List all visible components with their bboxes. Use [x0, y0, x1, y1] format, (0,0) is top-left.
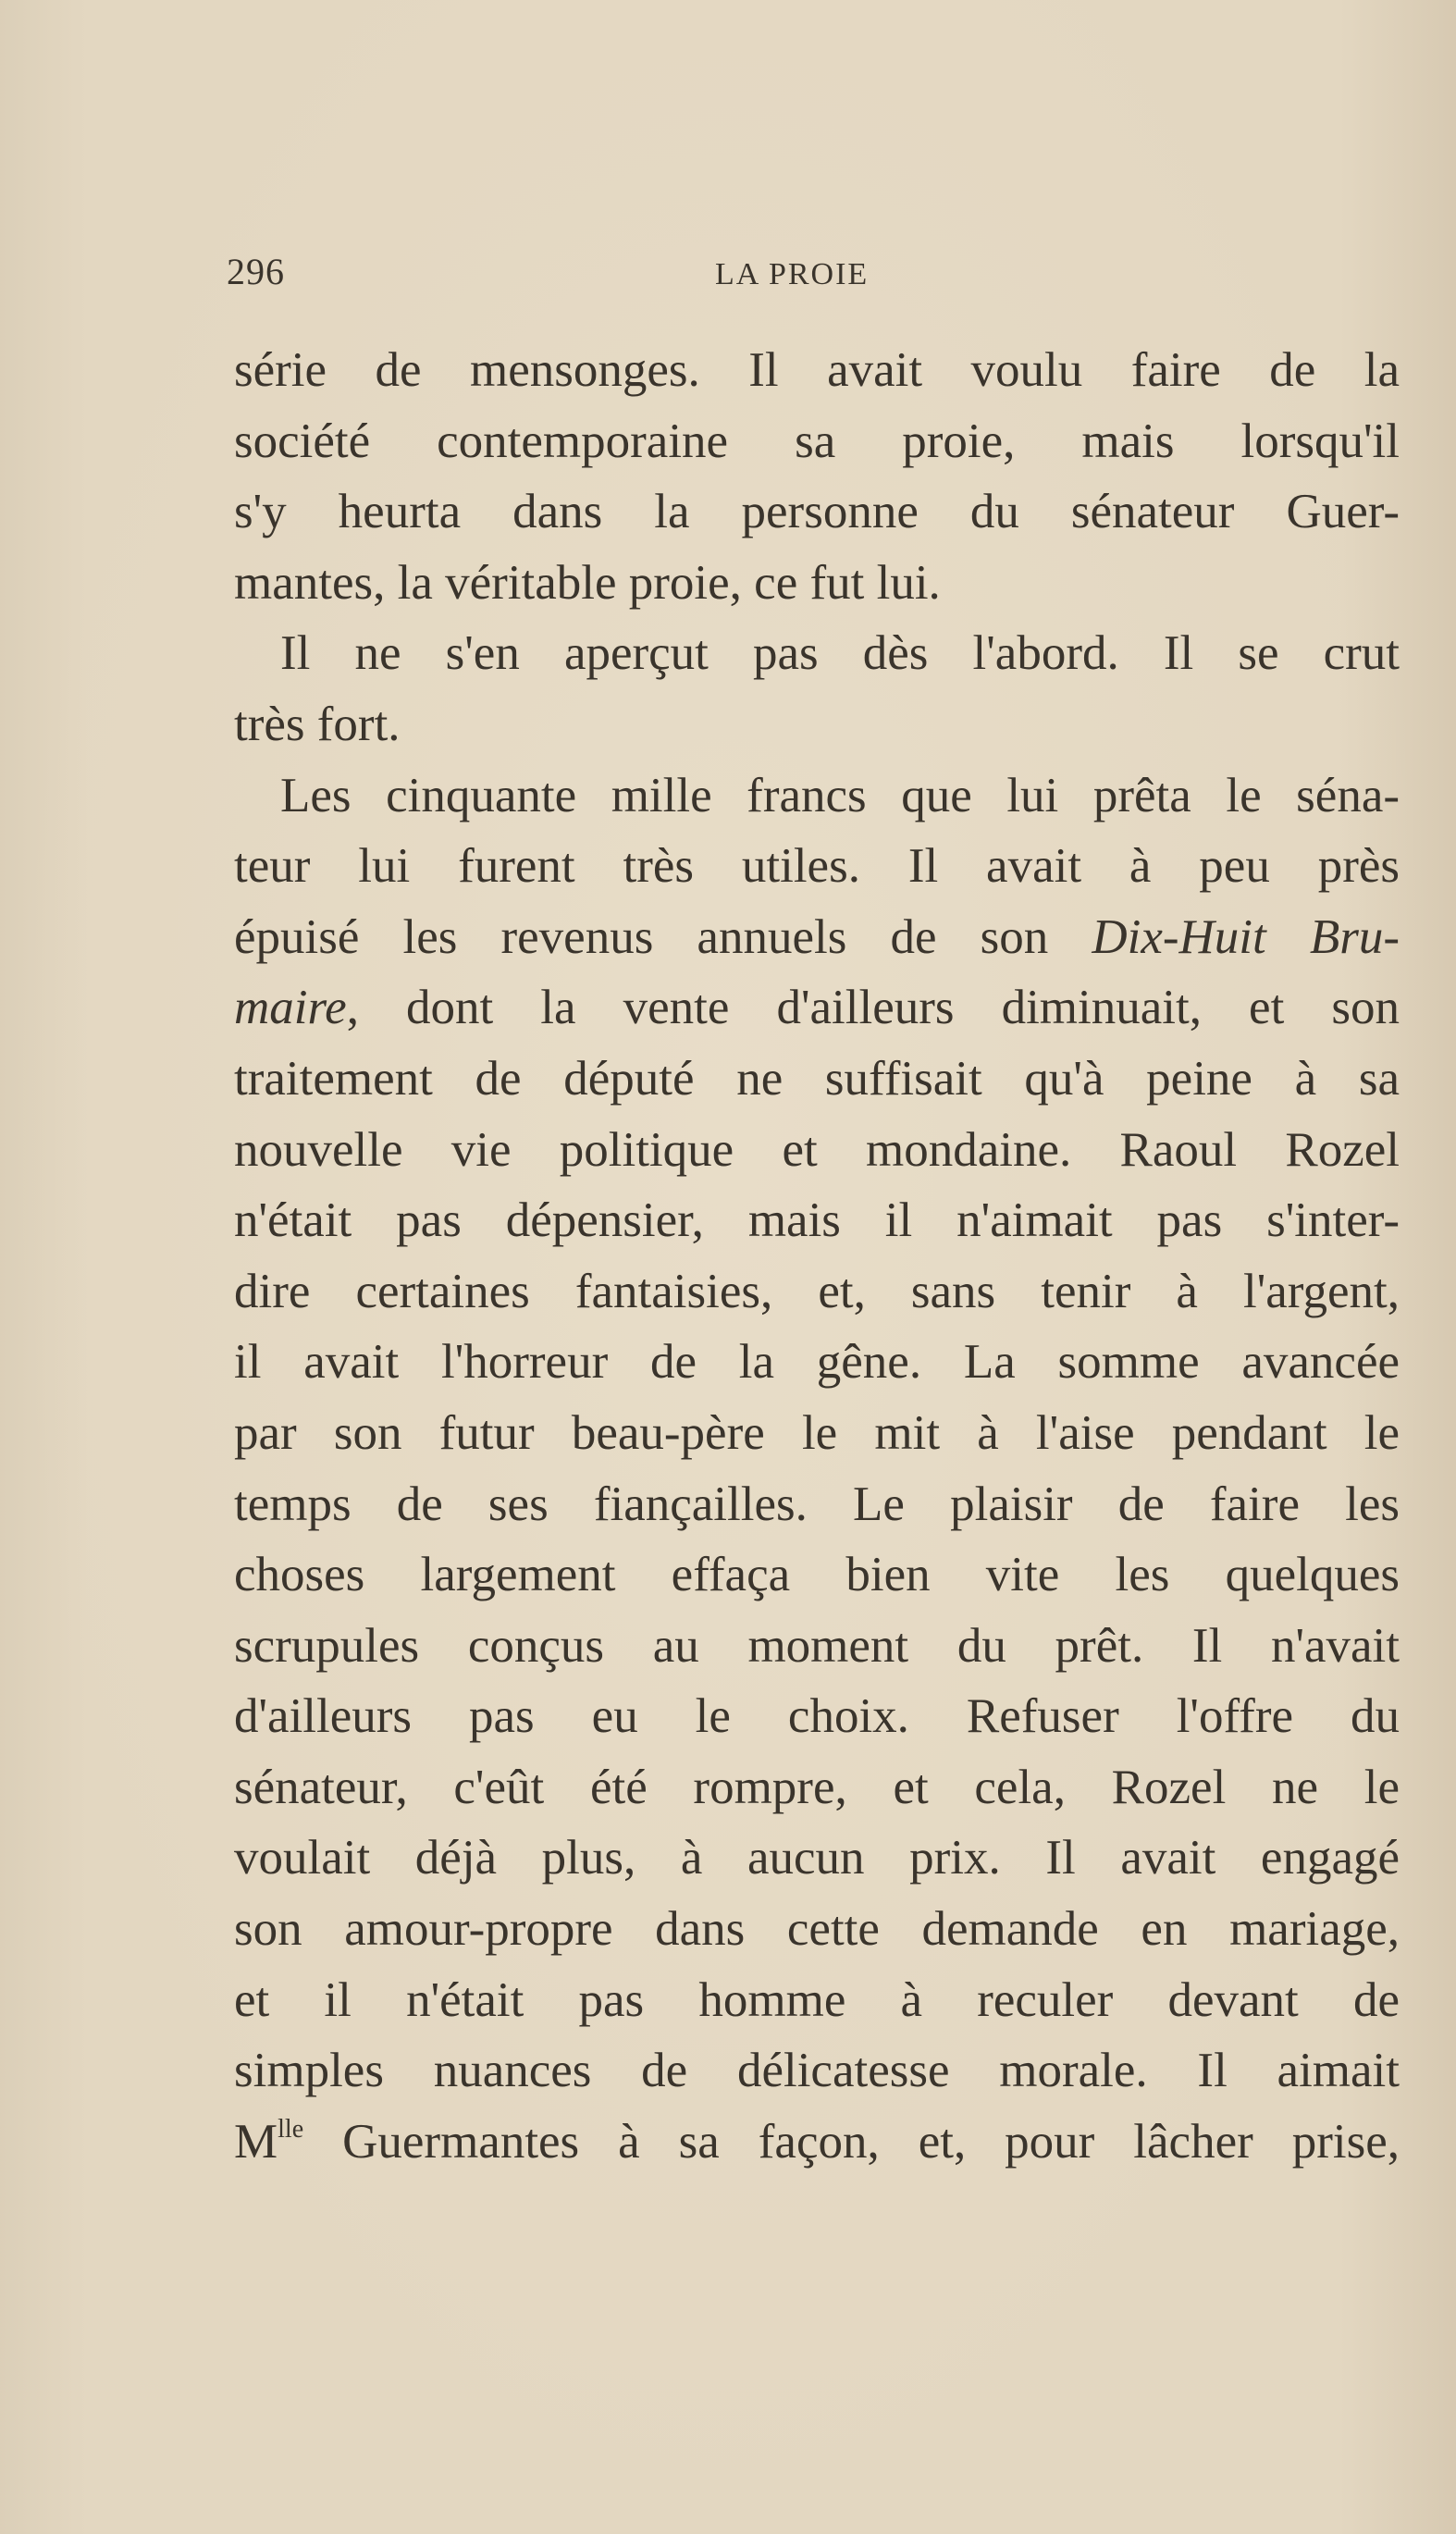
text-line: s'y heurta dans la personne du sénateur Guer- [234, 485, 1400, 539]
text-line: et il n'était pas homme à reculer devant de [234, 1972, 1400, 2027]
text-line: Les cinquante mille francs que lui prêta le séna- [280, 768, 1400, 822]
superscript-abbreviation: lle [278, 2114, 304, 2144]
text-line: très fort. [234, 697, 401, 751]
text-line: d'ailleurs pas eu le choix. Refuser l'offre du [234, 1689, 1400, 1744]
text-line: traitement de député ne suffisait qu'à peine à sa [234, 1051, 1400, 1106]
text-line: série de mensonges. Il avait voulu faire de la [234, 343, 1400, 397]
text-line [234, 972, 1400, 1044]
text-line: n'était pas dépensier, mais il n'aimait pas s'inter- [234, 1193, 1400, 1248]
text-line: il avait l'horreur de la gêne. La somme avancée [234, 1335, 1400, 1390]
running-title: LA PROIE [715, 257, 870, 291]
text-line: mantes, la véritable proie, ce fut lui. [234, 555, 941, 610]
book-title-italic: Dix-Huit Bru- [1092, 909, 1400, 964]
text-fragment: M [234, 2114, 278, 2169]
text-line: simples nuances de délicatesse morale. Il aimait [234, 2044, 1400, 2098]
text-line: voulait déjà plus, à aucun prix. Il avait engagé [234, 1831, 1400, 1885]
text-line: dire certaines fantaisies, et, sans tenir à l'argent, [234, 1264, 1400, 1318]
text-line: teur lui furent très utiles. Il avait à peu près [234, 839, 1400, 894]
page-number: 296 [227, 251, 285, 292]
text-fragment: épuisé les revenus annuels de son [234, 909, 1092, 964]
running-head [227, 250, 1401, 305]
text-fragment: Guermantes à sa façon, et, pour lâcher prise, [303, 2114, 1400, 2169]
text-line [234, 902, 1400, 973]
text-line: Il ne s'en aperçut pas dès l'abord. Il se crut [280, 626, 1400, 681]
text-fragment: , dont la vente d'ailleurs diminuait, et son [346, 981, 1400, 1035]
text-line: choses largement effaça bien vite les quelques [234, 1548, 1400, 1602]
text-line: son amour-propre dans cette demande en mariage, [234, 1902, 1400, 1957]
text-line: scrupules conçus au moment du prêt. Il n'avait [234, 1618, 1400, 1673]
text-line: temps de ses fiançailles. Le plaisir de faire les [234, 1477, 1400, 1531]
book-title-italic: maire [234, 981, 347, 1035]
text-line: société contemporaine sa proie, mais lorsqu'il [234, 414, 1400, 468]
body-text [234, 335, 1400, 2177]
text-line: sénateur, c'eût été rompre, et cela, Rozel ne le [234, 1760, 1400, 1814]
text-line: par son futur beau-père le mit à l'aise pendant le [234, 1405, 1400, 1460]
text-line [234, 2107, 1400, 2178]
text-line: nouvelle vie politique et mondaine. Raoul Rozel [234, 1122, 1400, 1177]
